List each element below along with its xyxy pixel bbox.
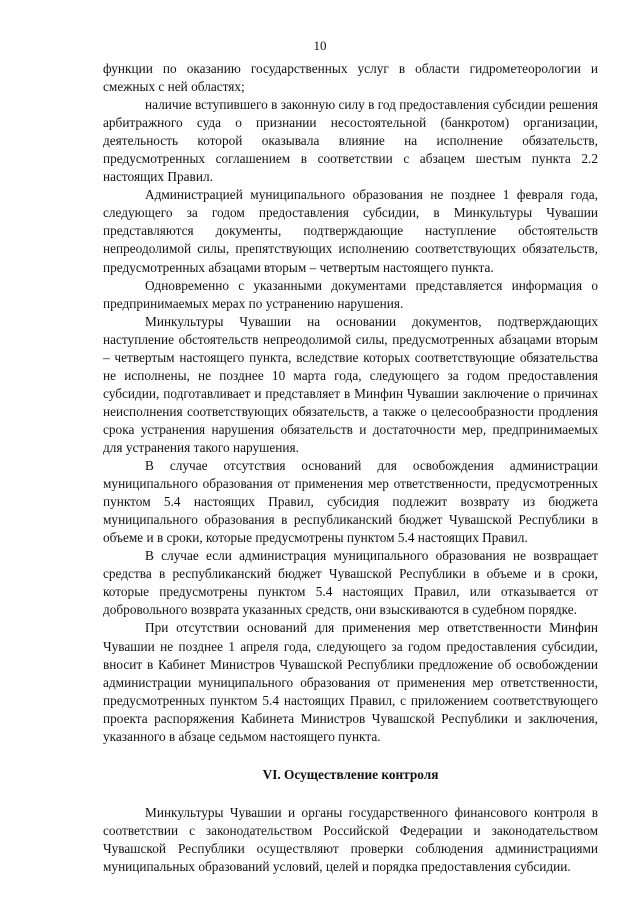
paragraph: функции по оказанию государственных услуг в области гидрометеорологии и смежных с ней областях; — [103, 61, 598, 95]
section-heading: VI. Осуществление контроля — [262, 766, 439, 782]
paragraph: В случае если администрация муниципального образования не возвращает средства в республиканский бюджет Чувашской Республики в объеме и в сроки, которые предусмотрены пунктом 5.4 настоящих Правил, или отказывается от добровольного возврата указанных средств, они взыскиваются в судебном порядке. — [103, 548, 598, 618]
paragraphs-after-heading — [103, 804, 598, 876]
paragraph: наличие вступившего в законную силу в год предоставления субсидии решения арбитражного суда о признании несостоятельной (банкротом) организации, деятельность которой оказывала влияние на исполнение обязательств, предусмотренных соглашением в соответствии с абзацем шестым пункта 2.2 настоящих Правил. — [103, 97, 598, 185]
paragraphs-before-heading — [103, 60, 598, 746]
paragraph: Администрацией муниципального образования не позднее 1 февраля года, следующего за годом предоставления субсидии, в Минкультуры Чувашии представляются документы, подтверждающие наступление обстоятельств непреодолимой силы, препятствующих исполнению соответствующих обязательств, предусмотренных абзацами вторым – четвертым настоящего пункта. — [103, 187, 598, 275]
paragraph: При отсутствии оснований для применения мер ответственности Минфин Чувашии не позднее 1 апреля года, следующего за годом предоставления субсидии, вносит в Кабинет Министров Чувашской Республики предложение об освобождении администрации муниципального образования от применения мер ответственности, предусмотренных пунктом 5.4 настоящих Правил, с приложением соответствующего проекта распоряжения Кабинета Министров Чувашской Республики и заключения, указанного в абзаце седьмом настоящего пункта. — [103, 620, 598, 744]
paragraph: Минкультуры Чувашии на основании документов, подтверждающих наступление обстоятельств непреодолимой силы, предусмотренных абзацами вторым – четвертым настоящего пункта, вследствие которых соответствующие обязательства не исполнены, не позднее 10 марта года, следующего за годом предоставления субсидии, подготавливает и представляет в Минфин Чувашии заключение о причинах неисполнения соответствующих обязательств, а также о целесообразности продления срока устранения нарушения обязательств и достаточности мер, предпринимаемых для устранения такого нарушения. — [103, 313, 598, 455]
paragraph: В случае отсутствия оснований для освобождения администрации муниципального образования от применения мер ответственности, предусмотренных пунктом 5.4 настоящих Правил, субсидия подлежит возврату из бюджета муниципального образования в республиканский бюджет Чувашской Республики в объеме и в сроки, которые предусмотрены пунктом 5.4 настоящих Правил. — [103, 458, 598, 546]
document-body — [103, 60, 598, 876]
paragraph: Одновременно с указанными документами представляется информация о предпринимаемых мерах по устранению нарушения. — [103, 277, 598, 311]
page-number: 10 — [313, 38, 327, 53]
paragraph: Минкультуры Чувашии и органы государственного финансового контроля в соответствии с законодательством Российской Федерации и законодательством Чувашской Республики осуществляют проверки соблюдения администрациями муниципальных образований условий, целей и порядка предоставления субсидии. — [103, 804, 598, 874]
